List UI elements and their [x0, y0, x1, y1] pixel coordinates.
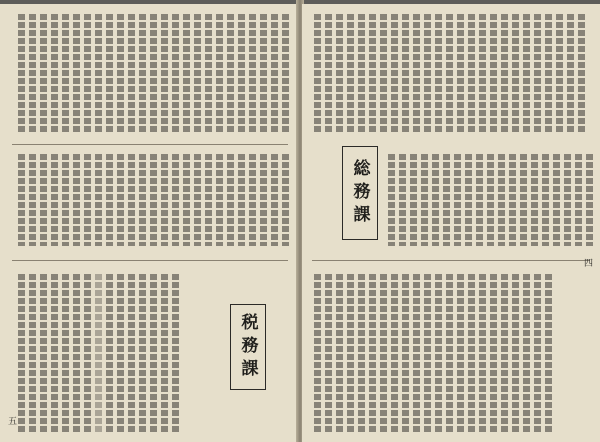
left-middle-text-block [18, 154, 289, 246]
section-heading-general-affairs: 総務課 [342, 146, 378, 240]
left-rule-2 [12, 260, 288, 261]
left-rule-1 [12, 144, 288, 145]
right-lower-text-block [314, 274, 552, 434]
right-rule-1 [312, 260, 590, 261]
page-number-left: 五 [8, 417, 18, 427]
right-middle-text-block [388, 154, 593, 246]
left-lower-text-block [18, 274, 179, 434]
right-upper-text-block [314, 14, 585, 132]
left-page [0, 4, 298, 442]
page-number-right: 四 [584, 259, 594, 269]
left-upper-text-block [18, 14, 289, 132]
section-heading-tax: 税務課 [230, 304, 266, 390]
right-page [302, 4, 600, 442]
